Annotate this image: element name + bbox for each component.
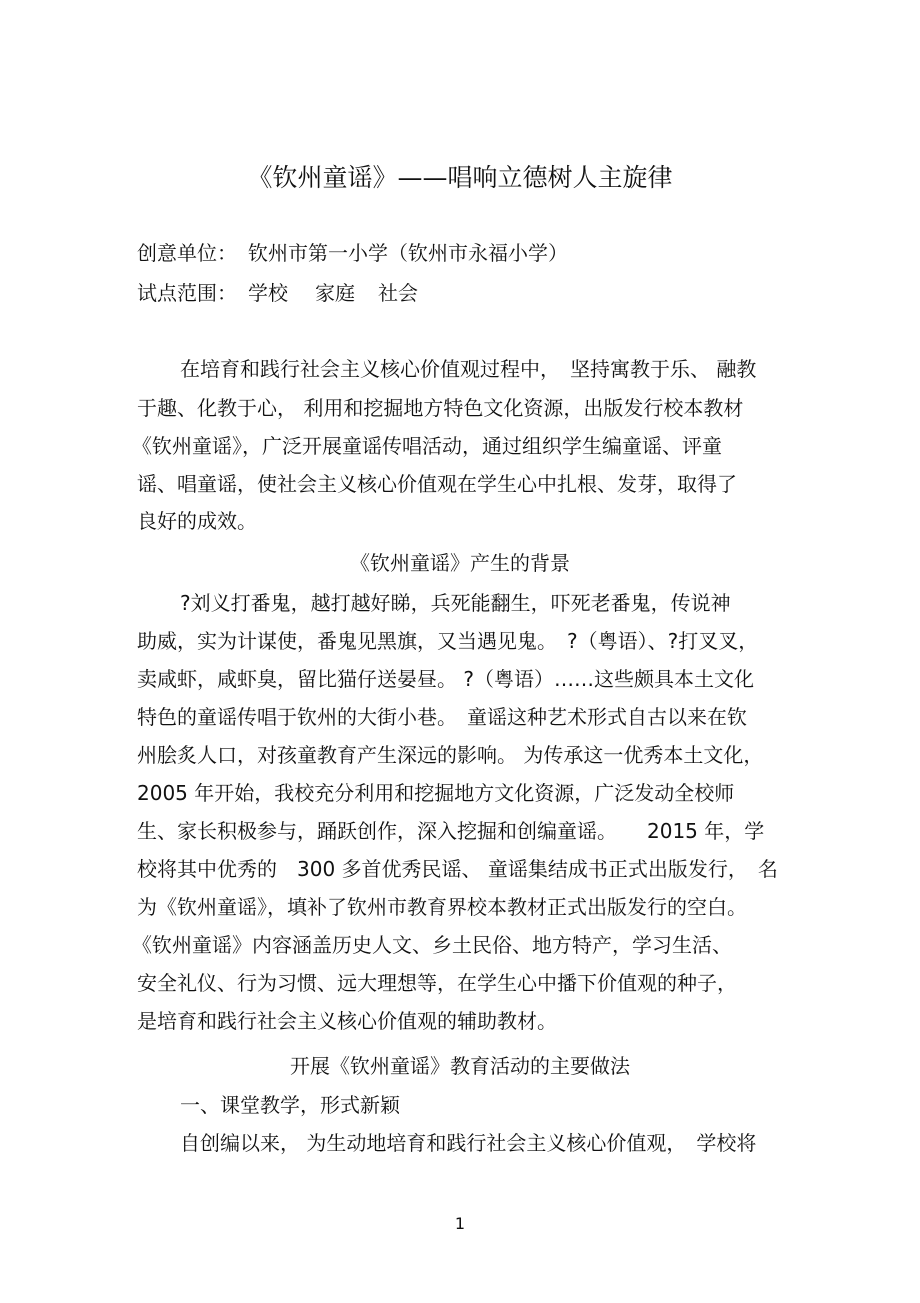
unit-label: 创意单位： xyxy=(137,241,237,265)
document-title: 《钦州童谣》——唱响立德树人主旋律 xyxy=(247,163,673,192)
paragraph-line: 生、家长积极参与，踊跃创作，深入挖掘和创编童谣。 2015 年，学 xyxy=(137,819,765,843)
section-heading-background: 《钦州童谣》产生的背景 xyxy=(350,551,570,575)
paragraph-line: 自创编以来， 为生动地培育和践行社会主义核心价值观， 学校将 xyxy=(180,1131,757,1155)
paragraph-line: 卖咸虾，咸虾臭，留比猫仔送晏昼。 ?（粤语）……这些颇具本土文化 xyxy=(137,667,754,691)
paragraph-line: 良好的成效。 xyxy=(137,509,257,533)
paragraph-line: 2005 年开始，我校充分利用和挖掘地方文化资源，广泛发动全校师 xyxy=(137,781,735,805)
paragraph-line: 谣、唱童谣，使社会主义核心价值观在学生心中扎根、发芽，取得了 xyxy=(137,472,737,496)
paragraph-line: 州脍炙人口，对孩童教育产生深远的影响。 为传承这一优秀本土文化， xyxy=(137,743,764,767)
paragraph-line: 安全礼仪、行为习惯、远大理想等，在学生心中播下价值观的种子， xyxy=(137,971,737,995)
paragraph-line: 《钦州童谣》内容涵盖历史人文、乡土民俗、地方特产，学习生活、 xyxy=(132,933,732,957)
paragraph-line: 助威，实为计谋使，番鬼见黑旗，又当遇见鬼。 ?（粤语）、?打叉叉， xyxy=(137,629,759,653)
scope-family: 家庭 xyxy=(315,281,355,305)
paragraph-line: 于趣、化教于心， 利用和挖掘地方特色文化资源，出版发行校本教材 xyxy=(137,396,744,420)
paragraph-line: ?刘义打番鬼，越打越好睇，兵死能翻生，吓死老番鬼，传说神 xyxy=(180,591,731,615)
paragraph-line: 为《钦州童谣》，填补了钦州市教育界校本教材正式出版发行的空白。 xyxy=(137,895,747,919)
scope-school: 学校 xyxy=(248,281,288,305)
paragraph-line: 《钦州童谣》，广泛开展童谣传唱活动，通过组织学生编童谣、评童 xyxy=(132,434,722,458)
section-heading-methods: 开展《钦州童谣》教育活动的主要做法 xyxy=(290,1054,630,1078)
paragraph-line: 在培育和践行社会主义核心价值观过程中， 坚持寓教于乐、 融教 xyxy=(180,357,757,381)
subheading-classroom: 一、课堂教学，形式新颖 xyxy=(180,1093,400,1117)
paragraph-line: 校将其中优秀的 300 多首优秀民谣、 童谣集结成书正式出版发行， 名 xyxy=(137,857,778,881)
scope-society: 社会 xyxy=(378,281,418,305)
scope-label: 试点范围： xyxy=(137,281,237,305)
paragraph-line: 是培育和践行社会主义核心价值观的辅助教材。 xyxy=(137,1009,557,1033)
page-number: 1 xyxy=(454,1214,466,1233)
unit-value: 钦州市第一小学（钦州市永福小学） xyxy=(248,241,568,265)
paragraph-line: 特色的童谣传唱于钦州的大街小巷。 童谣这种艺术形式自古以来在钦 xyxy=(137,705,747,729)
